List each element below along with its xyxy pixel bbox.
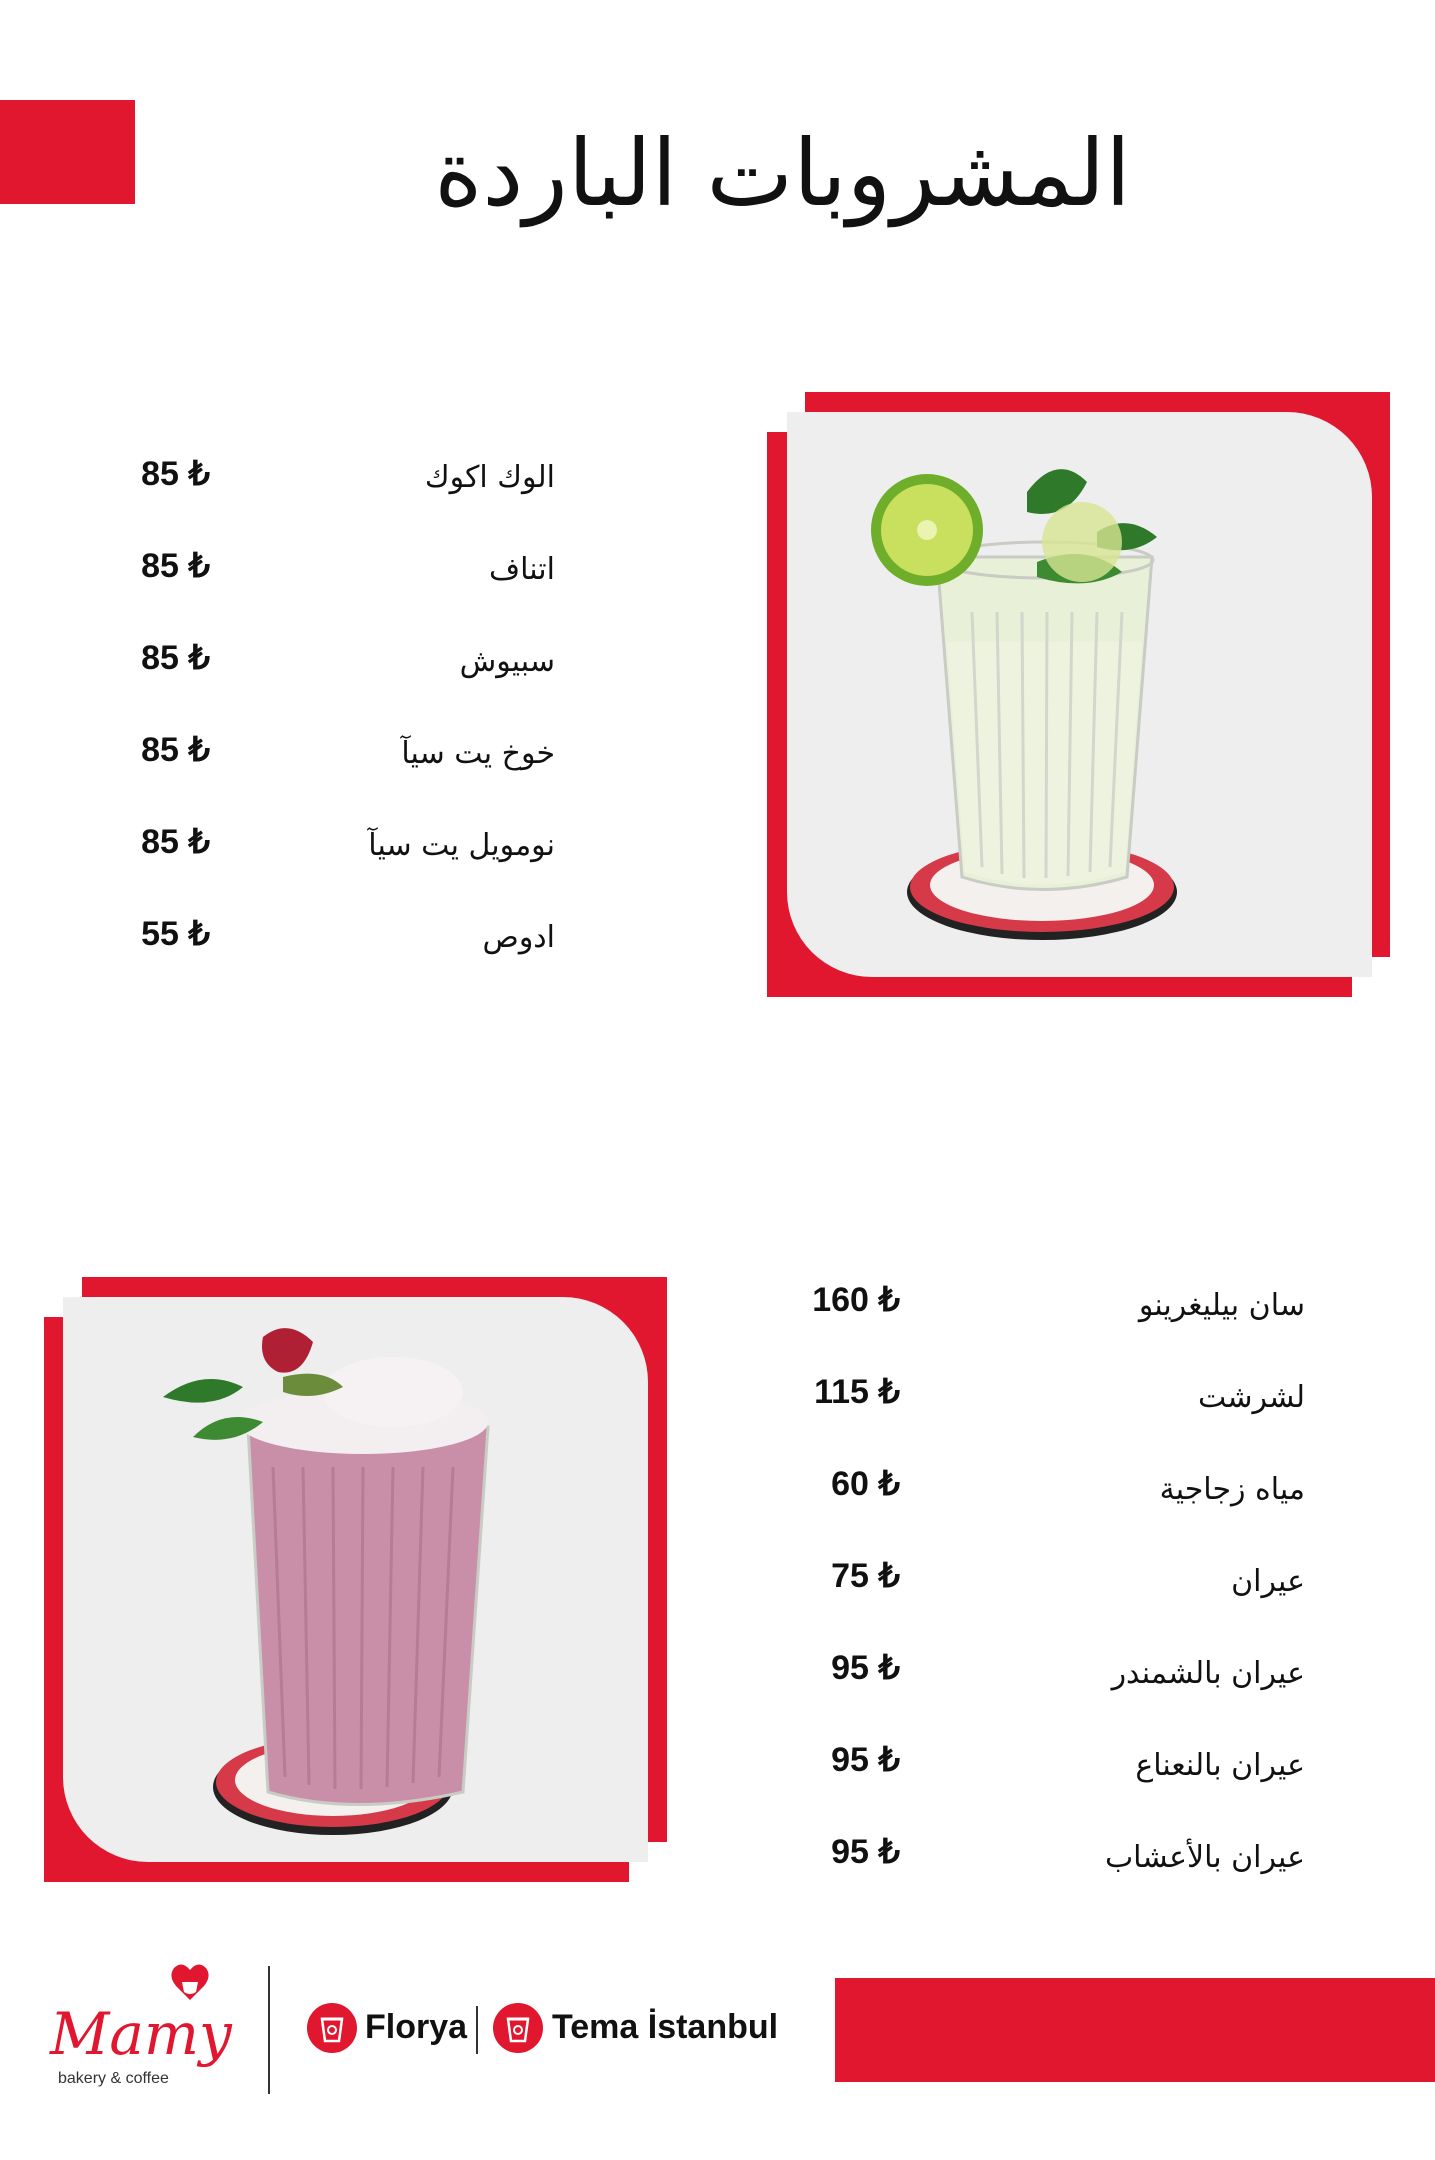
footer-divider [268, 1966, 270, 2094]
menu-item-name: عيران [1231, 1564, 1305, 1599]
menu-item-name: عيران بالنعناع [1135, 1748, 1305, 1783]
menu-item-price: 85 ₺ [141, 823, 210, 861]
menu-item-name: عيران بالشمندر [1111, 1656, 1305, 1691]
coffee-cup-icon [307, 2003, 357, 2053]
menu-item-name: خوخ يت سيآ [401, 736, 555, 771]
menu-item-price: 85 ₺ [141, 731, 210, 769]
menu-item-name: الوك اكوك [424, 460, 555, 495]
menu-item-price: 75 ₺ [831, 1557, 900, 1595]
menu-item-name: لشرشت [1197, 1380, 1305, 1415]
menu-item-price: 55 ₺ [141, 915, 210, 953]
location-tema-istanbul: Tema İstanbul [552, 2008, 779, 2046]
menu-item-name: ادوص [482, 920, 555, 955]
page-title: المشروبات الباردة [434, 120, 1131, 227]
lemonade-photo [787, 412, 1372, 977]
menu-item-name: مياه زجاجية [1159, 1472, 1305, 1507]
brand-logo [50, 1960, 250, 2100]
menu-item-name: نومويل يت سيآ [368, 828, 555, 863]
coffee-cup-icon [493, 2003, 543, 2053]
menu-item-price: 85 ₺ [141, 547, 210, 585]
bottom-right-accent-block [835, 1978, 1435, 2082]
menu-item-price: 95 ₺ [831, 1833, 900, 1871]
menu-item-price: 60 ₺ [831, 1465, 900, 1503]
brand-name: Mamy [50, 2000, 232, 2068]
location-florya: Florya [365, 2008, 468, 2046]
menu-item-price: 160 ₺ [812, 1281, 900, 1319]
menu-item-name: اتناف [489, 552, 555, 587]
location-separator [476, 2006, 478, 2054]
menu-item-name: سان بيليغرينو [1138, 1288, 1305, 1323]
smoothie-photo [63, 1297, 648, 1862]
menu-item-price: 85 ₺ [141, 639, 210, 677]
menu-item-name: سبيوش [459, 644, 555, 679]
menu-item-name: عيران بالأعشاب [1104, 1840, 1305, 1875]
menu-item-price: 95 ₺ [831, 1741, 900, 1779]
menu-item-price: 95 ₺ [831, 1649, 900, 1687]
menu-item-price: 85 ₺ [141, 455, 210, 493]
brand-tagline: bakery & coffee [58, 2070, 169, 2087]
menu-item-price: 115 ₺ [814, 1373, 900, 1411]
